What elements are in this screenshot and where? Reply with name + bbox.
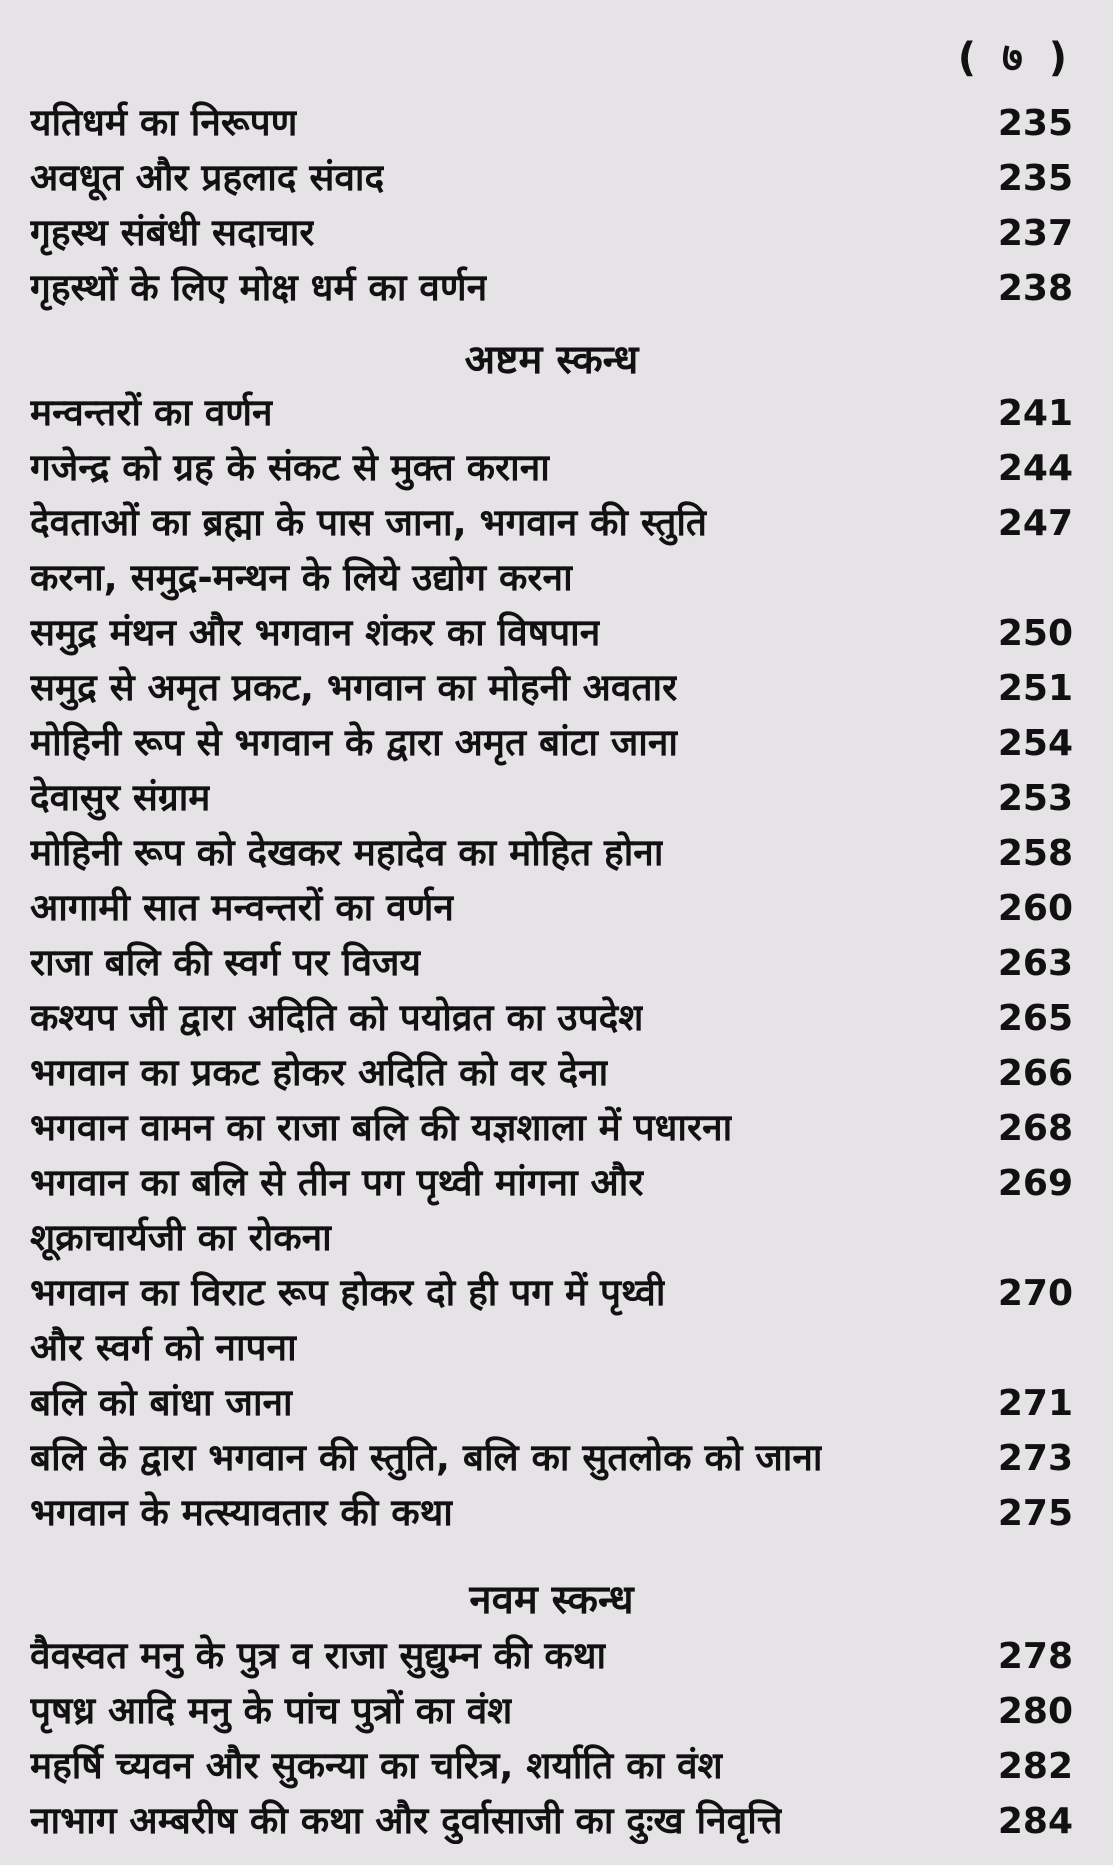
- toc-entry-title: बलि को बांधा जाना: [30, 1381, 293, 1424]
- toc-entry-title: देवताओं का ब्रह्मा के पास जाना, भगवान की स्तुति: [30, 501, 708, 544]
- toc-section-8: [30, 385, 1073, 1540]
- toc-entry: [30, 1375, 1073, 1430]
- toc-entry-title: बलि के द्वारा भगवान की स्तुति, बलि का सुतलोक को जाना: [30, 1436, 823, 1479]
- toc-entry-title: यतिधर्म का निरूपण: [30, 101, 298, 144]
- toc-entry-page: 270: [997, 1273, 1073, 1314]
- toc-entry-page: 235: [997, 103, 1073, 144]
- toc-entry: [30, 385, 1073, 440]
- toc-entry-title: मन्वन्तरों का वर्णन: [30, 391, 273, 434]
- toc-entry: [30, 1265, 1073, 1320]
- toc-entry-title: मोहिनी रूप को देखकर महादेव का मोहित होना: [30, 831, 664, 874]
- toc-entry: [30, 1430, 1073, 1485]
- toc-entry: [30, 935, 1073, 990]
- toc-entry: [30, 260, 1073, 315]
- toc-entry-page: 278: [997, 1636, 1073, 1677]
- toc-entry: [30, 95, 1073, 150]
- toc-entry-title: गजेन्द्र को ग्रह के संकट से मुक्त कराना: [30, 446, 550, 489]
- toc-entry-page: 258: [997, 833, 1073, 874]
- section-heading-ashtam: अष्टम स्कन्ध: [464, 337, 639, 383]
- toc-entry: [30, 495, 1073, 550]
- toc-entry-page: 282: [997, 1746, 1073, 1787]
- toc-entry: [30, 1793, 1073, 1848]
- toc-entry: [30, 1320, 1073, 1375]
- toc-entry: [30, 1155, 1073, 1210]
- toc-entry-page: 260: [997, 888, 1073, 929]
- toc-entry-page: 241: [997, 393, 1073, 434]
- toc-entry: [30, 550, 1073, 605]
- toc-entry-page: 269: [997, 1163, 1073, 1204]
- toc-entry-title: मोहिनी रूप से भगवान के द्वारा अमृत बांटा जाना: [30, 721, 678, 764]
- toc-entry: [30, 205, 1073, 260]
- toc-entry-title: आगामी सात मन्वन्तरों का वर्णन: [30, 886, 454, 929]
- page-number: ( ७ ): [957, 35, 1073, 81]
- toc-entry-title: और स्वर्ग को नापना: [30, 1326, 297, 1369]
- toc-entry-page: 237: [997, 213, 1073, 254]
- toc-entry-title: पृषध्र आदि मनु के पांच पुत्रों का वंश: [30, 1689, 513, 1732]
- toc-entry-title: भगवान का बलि से तीन पग पृथ्वी मांगना और: [30, 1161, 644, 1204]
- toc-entry: [30, 1210, 1073, 1265]
- toc-entry: [30, 1738, 1073, 1793]
- toc-section-7: [30, 95, 1073, 315]
- toc-entry-page: 250: [997, 613, 1073, 654]
- section-heading-navam: नवम स्कन्ध: [469, 1577, 634, 1623]
- toc-entry: [30, 440, 1073, 495]
- toc-entry-page: 247: [997, 503, 1073, 544]
- toc-entry-page: 271: [997, 1383, 1073, 1424]
- toc-entry: [30, 825, 1073, 880]
- toc-entry: [30, 1683, 1073, 1738]
- toc-entry: [30, 990, 1073, 1045]
- toc-entry-page: 251: [997, 668, 1073, 709]
- toc-entry: [30, 1628, 1073, 1683]
- toc-entry-page: 238: [997, 268, 1073, 309]
- toc-entry-title: शूक्राचार्यजी का रोकना: [30, 1216, 332, 1259]
- toc-entry-title: समुद्र मंथन और भगवान शंकर का विषपान: [30, 611, 601, 654]
- toc-entry-page: 265: [997, 998, 1073, 1039]
- toc-entry-title: गृहस्थ संबंधी सदाचार: [30, 211, 315, 254]
- toc-entry-title: करना, समुद्र-मन्थन के लिये उद्योग करना: [30, 556, 573, 599]
- toc-entry-page: 253: [997, 778, 1073, 819]
- toc-entry: [30, 1100, 1073, 1155]
- toc-entry-title: भगवान के मत्स्यावतार की कथा: [30, 1491, 453, 1534]
- toc-entry-title: गृहस्थों के लिए मोक्ष धर्म का वर्णन: [30, 266, 488, 309]
- toc-entry: [30, 660, 1073, 715]
- toc-entry-title: अवधूत और प्रहलाद संवाद: [30, 156, 385, 199]
- toc-entry-title: भगवान का विराट रूप होकर दो ही पग में पृथ्वी: [30, 1271, 666, 1314]
- toc-entry-page: 280: [997, 1691, 1073, 1732]
- toc-entry-title: भगवान वामन का राजा बलि की यज्ञशाला में पधारना: [30, 1106, 733, 1149]
- toc-entry-page: 244: [997, 448, 1073, 489]
- toc-entry: [30, 150, 1073, 205]
- toc-entry: [30, 1045, 1073, 1100]
- toc-entry-title: भगवान का प्रकट होकर अदिति को वर देना: [30, 1051, 609, 1094]
- toc-entry-page: 254: [997, 723, 1073, 764]
- toc-entry: [30, 770, 1073, 825]
- toc-entry: [30, 880, 1073, 935]
- toc-entry-title: वैवस्वत मनु के पुत्र व राजा सुद्युम्न की कथा: [30, 1634, 607, 1677]
- toc-entry-page: 263: [997, 943, 1073, 984]
- toc-entry-page: 284: [997, 1801, 1073, 1842]
- toc-entry: [30, 715, 1073, 770]
- toc-entry-page: 273: [997, 1438, 1073, 1479]
- toc-entry: [30, 605, 1073, 660]
- toc-entry-title: कश्यप जी द्वारा अदिति को पयोव्रत का उपदेश: [30, 996, 644, 1039]
- toc-entry-title: नाभाग अम्बरीष की कथा और दुर्वासाजी का दुःख निवृत्ति: [30, 1799, 783, 1842]
- toc-entry-title: महर्षि च्यवन और सुकन्या का चरित्र, शर्याति का वंश: [30, 1744, 723, 1787]
- toc-entry-title: राजा बलि की स्वर्ग पर विजय: [30, 941, 421, 984]
- toc-entry-page: 275: [997, 1493, 1073, 1534]
- toc-entry-page: 268: [997, 1108, 1073, 1149]
- toc-entry-title: समुद्र से अमृत प्रकट, भगवान का मोहनी अवतार: [30, 666, 678, 709]
- toc-entry-page: 266: [997, 1053, 1073, 1094]
- toc-entry: [30, 1485, 1073, 1540]
- toc-entry-page: 235: [997, 158, 1073, 199]
- toc-entry-title: देवासुर संग्राम: [30, 776, 211, 819]
- toc-section-9: [30, 1628, 1073, 1848]
